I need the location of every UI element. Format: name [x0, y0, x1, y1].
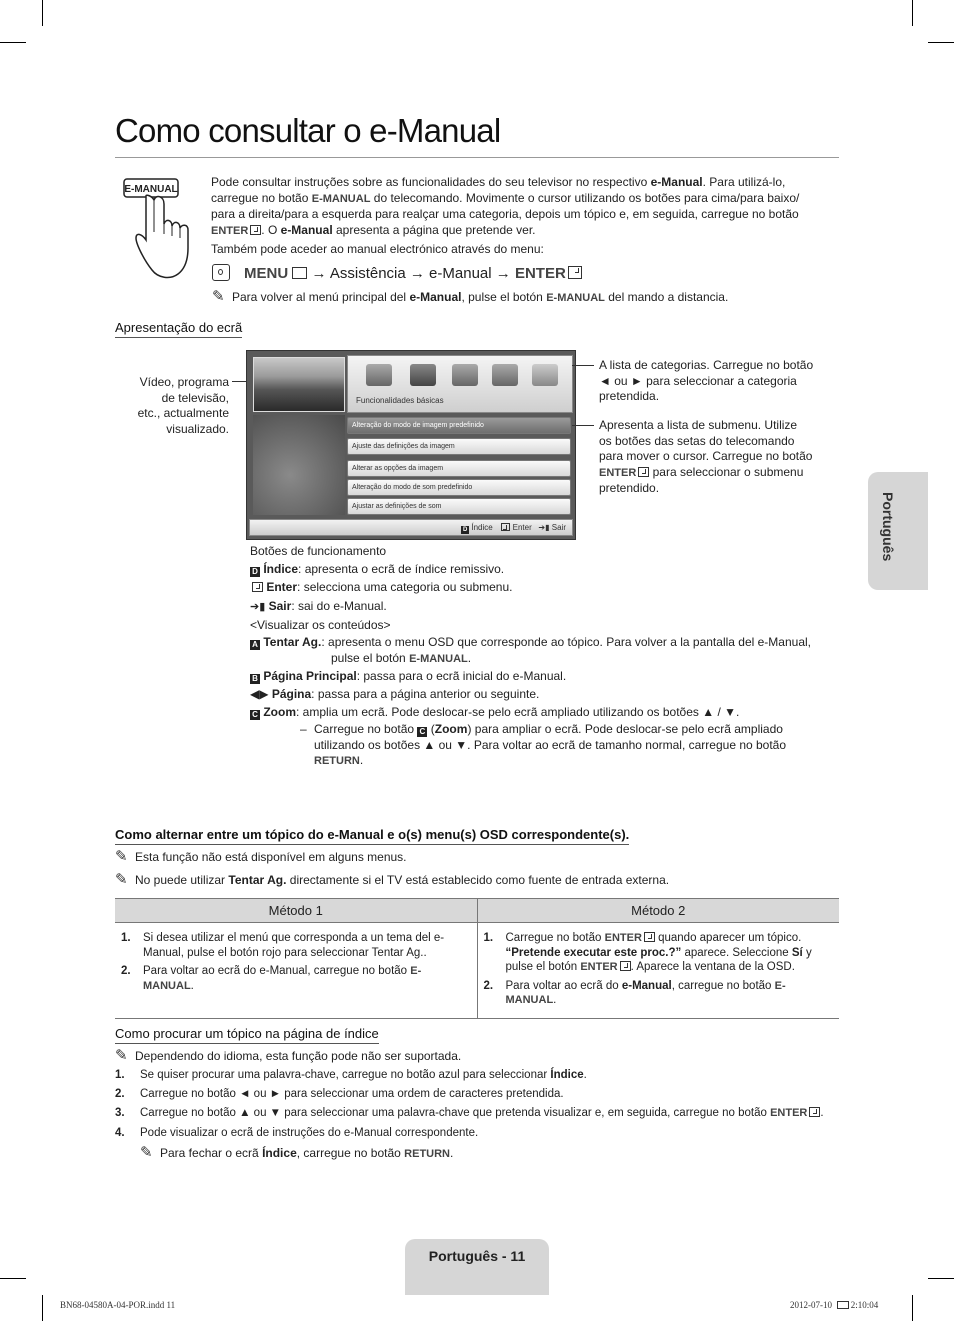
crop-mark	[912, 1295, 913, 1321]
callout-line	[572, 365, 594, 366]
zoom-key-icon: C	[250, 710, 260, 720]
menu-grid-icon	[292, 267, 307, 279]
enter-icon	[620, 961, 631, 971]
note-pencil-icon: ✎	[115, 871, 128, 888]
page-number-tab: Português - 11	[405, 1239, 549, 1295]
category-icon	[452, 364, 478, 386]
category-panel	[347, 355, 573, 413]
buttons-list: Botões de funcionamento D Índice: apresenta o ecrã de índice remissivo. Enter: selecciona uma categoria ou submenu. ➔▮ Sair: sai do e-Manual. <Visualizar os conteúdos> A Tentar Ag.: apresenta o menu OSD que corresponde ao tópico. Para volver a la pantalla del e-Manual, pulse el botón E-MANUAL. B Página Principal: passa para o ecrã inicial do e-Manual. ◀▶ Página: passa para a página anterior ou seguinte. C Zoom: amplia um ecrã. Pode deslocar-se pelo ecrã ampliado utilizando os botões ▲ / ▼.	[250, 544, 811, 720]
screen-section-heading: Apresentação do ecrã	[115, 320, 242, 338]
switch-note-1: ✎ Esta função não está disponível em alguns menus.	[115, 848, 407, 865]
crop-mark	[42, 0, 43, 26]
enter-icon	[250, 225, 261, 235]
submenu-item[interactable]: Alterar as opções da imagem	[347, 460, 571, 477]
index-subnote: ✎ Para fechar o ecrã Índice, carregue no botão RETURN.	[140, 1144, 454, 1161]
menu-note: ✎ Para volver al menú principal del e-Manual, pulse el botón E-MANUAL del mando a distancia.	[212, 288, 729, 305]
switch-section-heading: Como alternar entre um tópico do e-Manual e o(s) menu(s) OSD correspondente(s).	[115, 827, 629, 845]
index-key-icon: D	[462, 527, 468, 533]
note-pencil-icon: ✎	[115, 848, 128, 865]
right-callout-1: A lista de categorias. Carregue no botão ◄ ou ► para seleccionar a categoria pretendida.	[599, 358, 814, 403]
index-key-icon: D	[250, 567, 260, 577]
menu-path: MENU → Assistência → e-Manual → ENTER	[212, 264, 582, 282]
index-note: ✎ Dependendo do idioma, esta função pode não ser suportada.	[115, 1047, 462, 1064]
print-timestamp: 2012-07-10 2:10:04	[790, 1300, 879, 1310]
screen-nav-bar: D Índice Enter ➔▮ Sair	[249, 519, 573, 536]
remote-hand-icon	[122, 174, 202, 284]
crop-mark	[0, 42, 26, 43]
submenu-item[interactable]: Alteração do modo de som predefinido	[347, 479, 571, 496]
zoom-key-icon: C	[417, 727, 427, 737]
menu-remote-icon	[212, 264, 230, 281]
zoom-subnote: – Carregue no botão C (Zoom) para ampliar o ecrã. Pode deslocar-se pelo ecrã ampliado utilizando os botões ▲ ou ▼. Para voltar ao ecrã de tamanho normal, carregue no botão RETURN.	[300, 722, 787, 767]
note-pencil-icon: ✎	[140, 1144, 153, 1161]
left-callout-text: Vídeo, programa de televisão, etc., actualmente visualizado.	[137, 375, 229, 436]
method2-header: Método 2	[477, 899, 839, 923]
crop-mark	[42, 1295, 43, 1321]
note-pencil-icon: ✎	[115, 1047, 128, 1064]
page-title: Como consultar o e-Manual	[115, 112, 501, 149]
crop-mark	[928, 42, 954, 43]
switch-note-2: ✎ No puede utilizar Tentar Ag. directamente si el TV está establecido como fuente de entrada externa.	[115, 871, 670, 888]
exit-icon: ➔▮	[538, 523, 550, 532]
print-filename: BN68-04580A-04-POR.indd 11	[60, 1300, 176, 1310]
index-steps: 1. Se quiser procurar uma palavra-chave, carregue no botão azul para seleccionar Índice. 2. Carregue no botão ◄ ou ► para seleccionar uma ordem de caracteres pretendida. 3. Carregue no botão ▲ ou ▼ para seleccionar uma palavra-chave que pretenda visualizar e, em seguida, carregue no botão ENTER . 4. Pode visualizar o ecrã de instruções do e-Manual correspondente.	[115, 1069, 824, 1139]
home-key-icon: B	[250, 674, 260, 684]
callout-line	[572, 425, 594, 426]
enter-icon	[809, 1107, 820, 1117]
enter-icon	[568, 266, 582, 279]
language-side-tab	[868, 472, 928, 590]
submenu-item[interactable]: Alteração do modo de imagem predefinido	[347, 417, 571, 434]
language-tab-label: Português	[880, 492, 896, 562]
category-icon	[492, 364, 518, 386]
right-callout-2: Apresenta a lista de submenu. Utilize os botões das setas do telecomando para mover o cursor. Carregue no botão ENTER para seleccionar o submenu pretendido.	[599, 418, 813, 495]
method1-cell: 1. Si desea utilizar el menú que corresponda a un tema del e-Manual, pulse el botón rojo para seleccionar Tentar Ag.. 2. Para voltar ao ecrã do e-Manual, carregue no botão E-MANUAL.	[115, 923, 477, 1019]
enter-icon	[252, 582, 263, 592]
method1-header: Método 1	[115, 899, 477, 923]
submenu-item[interactable]: Ajustar as definições de som	[347, 498, 571, 515]
methods-table	[115, 898, 839, 1019]
page-arrows-icon: ◀▶	[250, 687, 269, 702]
note-pencil-icon: ✎	[212, 288, 225, 305]
crop-mark	[0, 1278, 26, 1279]
crop-mark	[928, 1278, 954, 1279]
category-icon	[410, 364, 436, 386]
category-icon	[366, 364, 392, 386]
exit-icon: ➔▮	[250, 600, 266, 613]
category-label: Funcionalidades básicas	[356, 396, 444, 405]
video-thumbnail	[253, 357, 345, 412]
crop-mark	[912, 0, 913, 26]
svg-text:E-MANUAL: E-MANUAL	[124, 184, 178, 195]
title-rule	[115, 157, 839, 158]
enter-icon	[501, 523, 510, 531]
print-icon	[837, 1301, 849, 1309]
method2-cell: 1. Carregue no botão ENTER quando aparecer um tópico. “Pretende executar este proc.?” aparece. Seleccione Sí y pulse el botón ENTER . Aparece la ventana de la OSD. 2. Para voltar ao ecrã do e-Manual, carregue no botão E-MANUAL.	[477, 923, 839, 1019]
category-artwork	[253, 415, 345, 515]
index-section-heading: Como procurar um tópico na página de índice	[115, 1026, 379, 1044]
submenu-item[interactable]: Ajuste das definições da imagem	[347, 438, 571, 455]
category-icon	[532, 364, 558, 386]
enter-icon	[644, 932, 655, 942]
try-key-icon: A	[250, 640, 260, 650]
intro-text: Pode consultar instruções sobre as funcionalidades do seu televisor no respectivo e-Manual. Para utilizá-lo, carregue no botão E-MANUAL do telecomando. Movimente o cursor utilizando os botões para cima/para baixo/ para a direita/para a esquerda para realçar uma categoria, depois um tópico e, em seguida, carregue no botão ENTER . O e-Manual apresenta a página que pretende ver. Também pode aceder ao manual electrónico através do menu:	[211, 175, 800, 256]
enter-icon	[638, 467, 649, 477]
emanual-screen-illustration	[246, 350, 576, 540]
